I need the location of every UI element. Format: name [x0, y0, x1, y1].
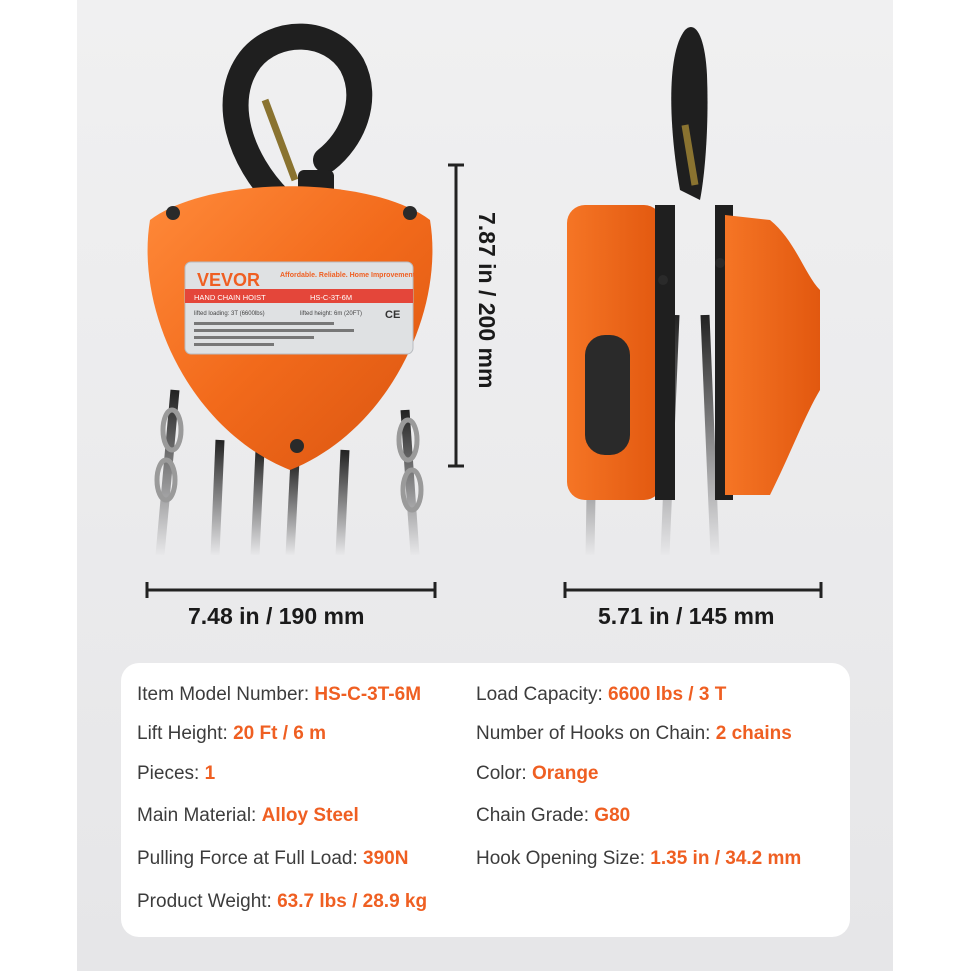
spec-main-material: Main Material: Alloy Steel — [137, 805, 359, 826]
front-width-dimension-label: 7.48 in / 190 mm — [188, 603, 365, 629]
nameplate-ce-mark: CE — [385, 309, 401, 321]
nameplate-brand: VEVOR — [197, 270, 261, 290]
hoist-side-view — [555, 15, 825, 560]
side-width-dimension-label: 5.71 in / 145 mm — [598, 603, 775, 629]
nameplate-height: lifted height: 6m (20FT) — [300, 311, 363, 317]
spec-pieces: Pieces: 1 — [137, 763, 216, 784]
height-dimension-line — [446, 163, 466, 468]
spec-hook-opening-size: Hook Opening Size: 1.35 in / 34.2 mm — [476, 848, 802, 869]
spec-pulling-force: Pulling Force at Full Load: 390N — [137, 848, 409, 869]
nameplate-tagline: Affordable. Reliable. Home Improvement. — [280, 272, 417, 279]
spec-item-model-number: Item Model Number: HS-C-3T-6M — [137, 684, 422, 705]
spec-lift-height: Lift Height: 20 Ft / 6 m — [137, 723, 327, 744]
spec-color: Color: Orange — [476, 763, 599, 784]
spec-number-of-hooks: Number of Hooks on Chain: 2 chains — [476, 723, 792, 744]
spec-chain-grade: Chain Grade: G80 — [476, 805, 631, 826]
spec-product-weight: Product Weight: 63.7 lbs / 28.9 kg — [137, 891, 428, 912]
hoist-front-view — [130, 10, 450, 570]
nameplate-product: HAND CHAIN HOIST — [194, 293, 266, 302]
spec-load-capacity: Load Capacity: 6600 lbs / 3 T — [476, 684, 727, 705]
nameplate-load: lifted loading: 3T (6600lbs) — [194, 311, 265, 317]
side-width-dimension-line — [563, 580, 823, 600]
front-width-dimension-line — [145, 580, 437, 600]
nameplate-model: HS-C-3T-6M — [310, 293, 353, 302]
height-dimension-label: 7.87 in / 200 mm — [474, 212, 500, 389]
